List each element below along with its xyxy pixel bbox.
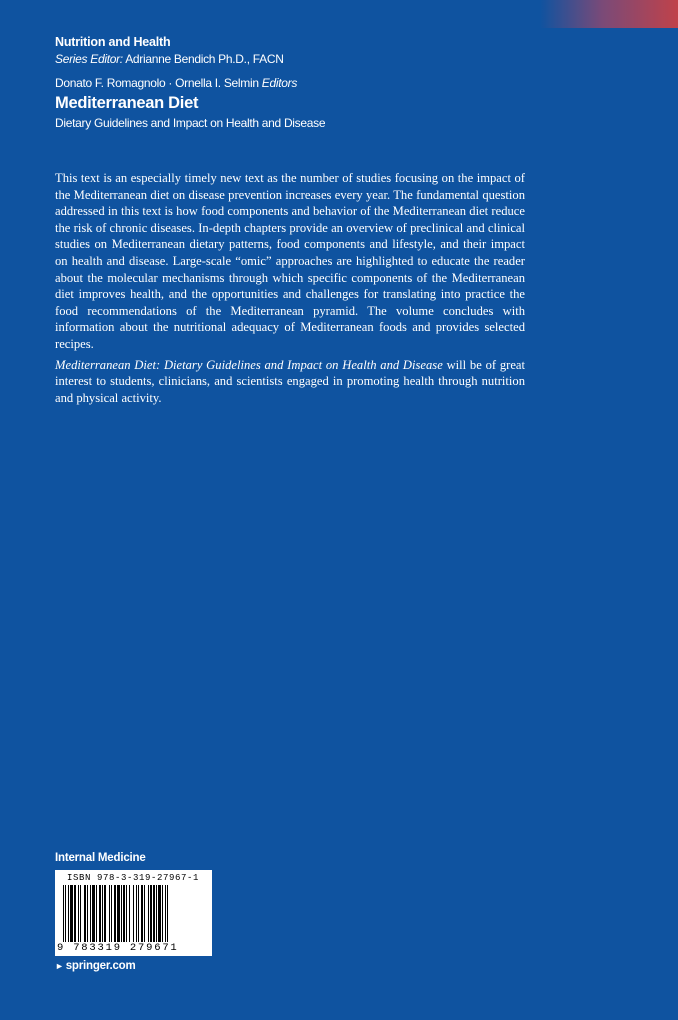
barcode-bar bbox=[141, 885, 143, 942]
barcode-bar bbox=[70, 885, 73, 942]
barcode-bar bbox=[74, 885, 76, 942]
barcode-bar bbox=[114, 885, 116, 942]
barcode-bar bbox=[104, 885, 106, 942]
book-description bbox=[55, 170, 525, 406]
barcode-bars bbox=[63, 885, 204, 942]
barcode-bar bbox=[96, 885, 97, 942]
description-title-reference: Mediterranean Diet: Dietary Guidelines and Impact on Health and Disease bbox=[55, 357, 443, 372]
barcode-bar bbox=[99, 885, 101, 942]
barcode-bar bbox=[126, 885, 127, 942]
editors-role: Editors bbox=[261, 76, 298, 90]
cover-header bbox=[55, 34, 615, 132]
barcode-number: 9 783319 279671 bbox=[57, 942, 179, 954]
barcode-bar bbox=[80, 885, 81, 942]
isbn-label: ISBN 978-3-319-27967-1 bbox=[67, 873, 200, 883]
barcode-bar bbox=[68, 885, 69, 942]
book-title: Mediterranean Diet bbox=[55, 94, 199, 112]
subject-category: Internal Medicine bbox=[55, 852, 146, 864]
barcode-bar bbox=[90, 885, 91, 942]
editors-line bbox=[55, 75, 615, 92]
barcode-bar bbox=[148, 885, 149, 942]
barcode-bar bbox=[165, 885, 166, 942]
barcode-bar bbox=[138, 885, 139, 942]
series-editor-role: Series Editor: bbox=[55, 52, 123, 66]
website-link[interactable] bbox=[55, 960, 136, 972]
barcode-bar bbox=[136, 885, 137, 942]
series-name: Nutrition and Health bbox=[55, 35, 171, 49]
arrow-right-icon: ► bbox=[55, 961, 64, 971]
barcode-bar bbox=[87, 885, 88, 942]
barcode-bar bbox=[121, 885, 122, 942]
barcode-bar bbox=[117, 885, 120, 942]
editors-names: Donato F. Romagnolo · Ornella I. Selmin bbox=[55, 76, 259, 90]
isbn-barcode bbox=[55, 870, 212, 956]
barcode-bar bbox=[156, 885, 157, 942]
barcode-bar bbox=[111, 885, 112, 942]
description-paragraph-1: This text is an especially timely new text as the number of studies focusing on the impact of the Mediterranean diet on disease prevention increases every year. The fundamental question addressed in this text is how food components and behavior of the Mediterranean diet reduce the risk of chronic diseases. In-depth chapters provide an overview of preclinical and clinical studies on Mediterranean dietary patterns, food components and lifestyle, and their impact on health and disease. Large-scale “omic” approaches are highlighted to educate the reader about the molecular mechanisms through which specific components of the Mediterranean diet improves health, and the opportunities and challenges for translating into practice the food recommendations of the Mediterranean pyramid. The volume concludes with information about the nutritional adequacy of Mediterranean foods and provides selected recipes. bbox=[55, 171, 525, 351]
barcode-bar bbox=[167, 885, 168, 942]
barcode-bar bbox=[102, 885, 103, 942]
barcode-bar bbox=[65, 885, 66, 942]
barcode-bar bbox=[133, 885, 134, 942]
barcode-bar bbox=[153, 885, 155, 942]
barcode-bar bbox=[162, 885, 163, 942]
barcode-bar bbox=[109, 885, 110, 942]
corner-color-accent bbox=[540, 0, 678, 28]
barcode-bar bbox=[92, 885, 95, 942]
barcode-bar bbox=[158, 885, 161, 942]
series-editor-line bbox=[55, 51, 615, 68]
description-paragraph-2 bbox=[55, 357, 525, 407]
barcode-bar bbox=[123, 885, 125, 942]
series-editor-name: Adrianne Bendich Ph.D., FACN bbox=[125, 52, 284, 66]
barcode-bar bbox=[84, 885, 86, 942]
barcode-bar bbox=[78, 885, 79, 942]
description-paragraph-2-text: will be of great interest to students, clinicians, and scientists engaged in promoting health through nutrition and physical activity. bbox=[55, 357, 525, 405]
barcode-bar bbox=[63, 885, 64, 942]
website-text: springer.com bbox=[65, 960, 136, 972]
barcode-bar bbox=[129, 885, 130, 942]
barcode-bar bbox=[144, 885, 145, 942]
barcode-bar bbox=[150, 885, 152, 942]
book-subtitle: Dietary Guidelines and Impact on Health and Disease bbox=[55, 116, 326, 130]
